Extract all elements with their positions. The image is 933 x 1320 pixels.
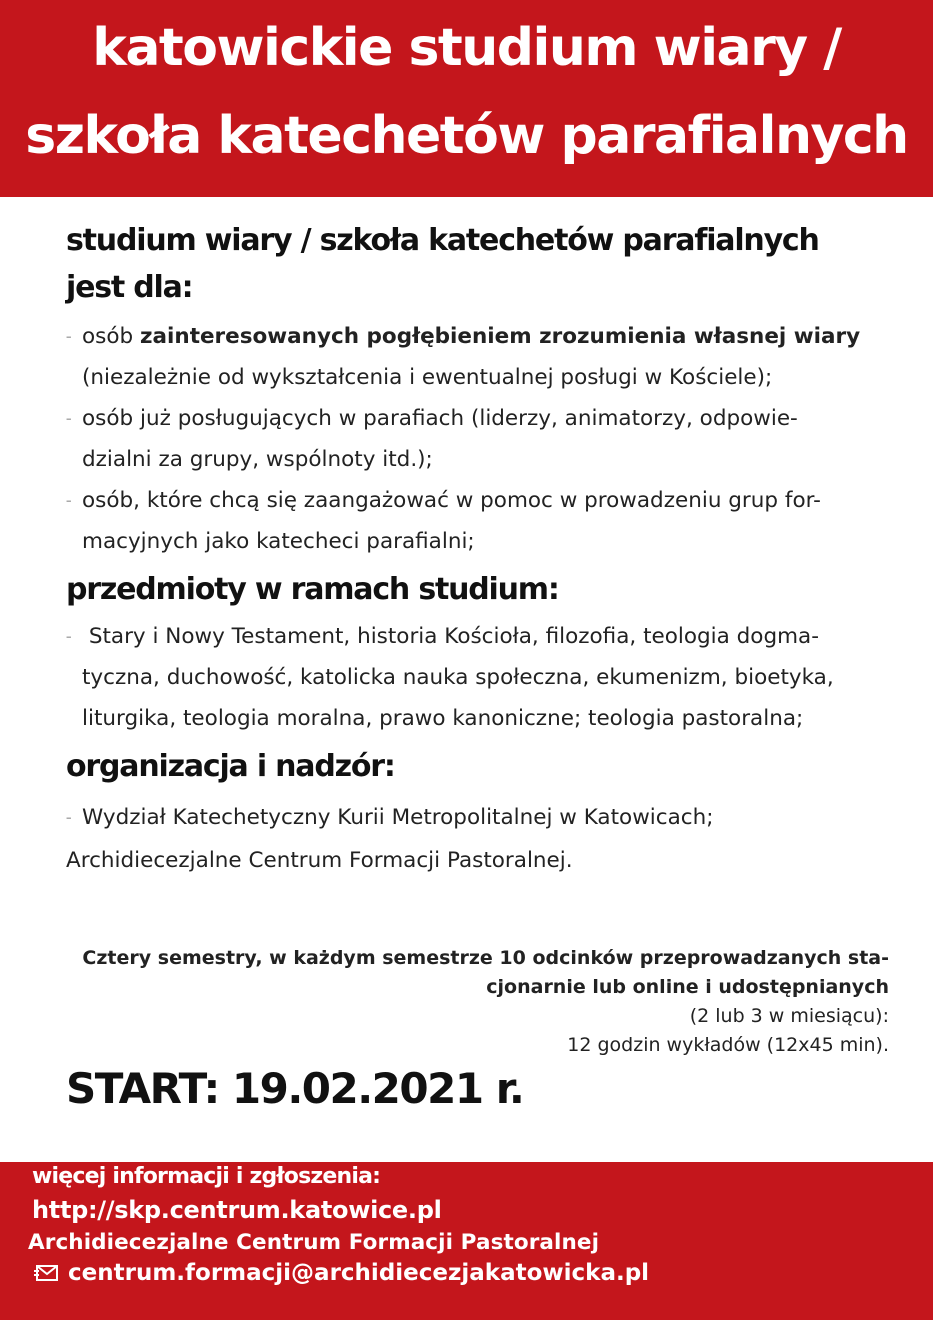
start-date: START: 19.02.2021 r.: [66, 1064, 524, 1113]
bullet-dash: –: [66, 330, 72, 343]
bullet-dash: –: [66, 811, 72, 824]
audience-item-1: – osób zainteresowanych pogłębieniem zrozumienia własnej wiary (niezależnie od wykształcenia i ewentualnej posługi w Kościele);: [66, 316, 896, 398]
schedule-line-2: cjonarnie lub online i udostępnianych: [486, 976, 889, 998]
subjects-heading: przedmioty w ramach studium:: [66, 572, 559, 607]
main-content: [66, 214, 896, 881]
organization-heading: organizacja i nadzór:: [66, 749, 395, 784]
title-line-1: katowickie studium wiary /: [92, 18, 841, 78]
audience-item-2: – osób już posługujących w parafiach (liderzy, animatorzy, odpowie- dzialni za grupy, wspólnoty itd.);: [66, 398, 896, 480]
envelope-icon: [34, 1262, 60, 1282]
footer-url-link[interactable]: http://skp.centrum.katowice.pl: [32, 1196, 442, 1224]
footer-email-link[interactable]: centrum.formacji@archidiecezjakatowicka.pl: [68, 1260, 650, 1286]
organization-plain: Archidiecezjalne Centrum Formacji Pastoralnej.: [66, 848, 573, 873]
footer-org-name: Archidiecezjalne Centrum Formacji Pastoralnej: [28, 1230, 600, 1255]
audience-item-1-bold: zainteresowanych pogłębieniem zrozumienia własnej wiary: [140, 324, 861, 349]
subjects-item: – Stary i Nowy Testament, historia Kościoła, filozofia, teologia dogma- tyczna, duchowość, katolicka nauka społeczna, ekumenizm, bioetyka, liturgika, teologia moralna, prawo kanoniczne; teologia pastoralna;: [66, 616, 896, 739]
schedule-line-4: 12 godzin wykładów (12x45 min).: [567, 1034, 889, 1056]
organization-item: – Wydział Katechetyczny Kurii Metropolitalnej w Katowicach;: [66, 797, 896, 838]
footer-banner: [0, 1162, 933, 1320]
schedule-line-3: (2 lub 3 w miesiącu):: [689, 1005, 889, 1027]
schedule-info: [59, 944, 889, 1060]
intro-subheading: jest dla:: [66, 270, 193, 305]
bullet-dash: –: [66, 412, 72, 425]
title-line-2: szkoła katechetów parafialnych: [25, 106, 908, 166]
bullet-dash: –: [66, 494, 72, 507]
bullet-dash: –: [66, 630, 72, 643]
audience-item-3: – osób, które chcą się zaangażować w pomoc w prowadzeniu grup for- macyjnych jako katecheci parafialni;: [66, 480, 896, 562]
title-banner: [0, 0, 933, 197]
footer-email-row: [34, 1260, 649, 1286]
intro-heading: studium wiary / szkoła katechetów parafialnych: [66, 223, 819, 258]
footer-info-label: więcej informacji i zgłoszenia:: [32, 1164, 381, 1189]
schedule-line-1: Cztery semestry, w każdym semestrze 10 odcinków przeprowadzanych sta-: [82, 947, 889, 969]
audience-item-1-cont: (niezależnie od wykształcenia i ewentualnej posługi w Kościele);: [82, 365, 773, 390]
